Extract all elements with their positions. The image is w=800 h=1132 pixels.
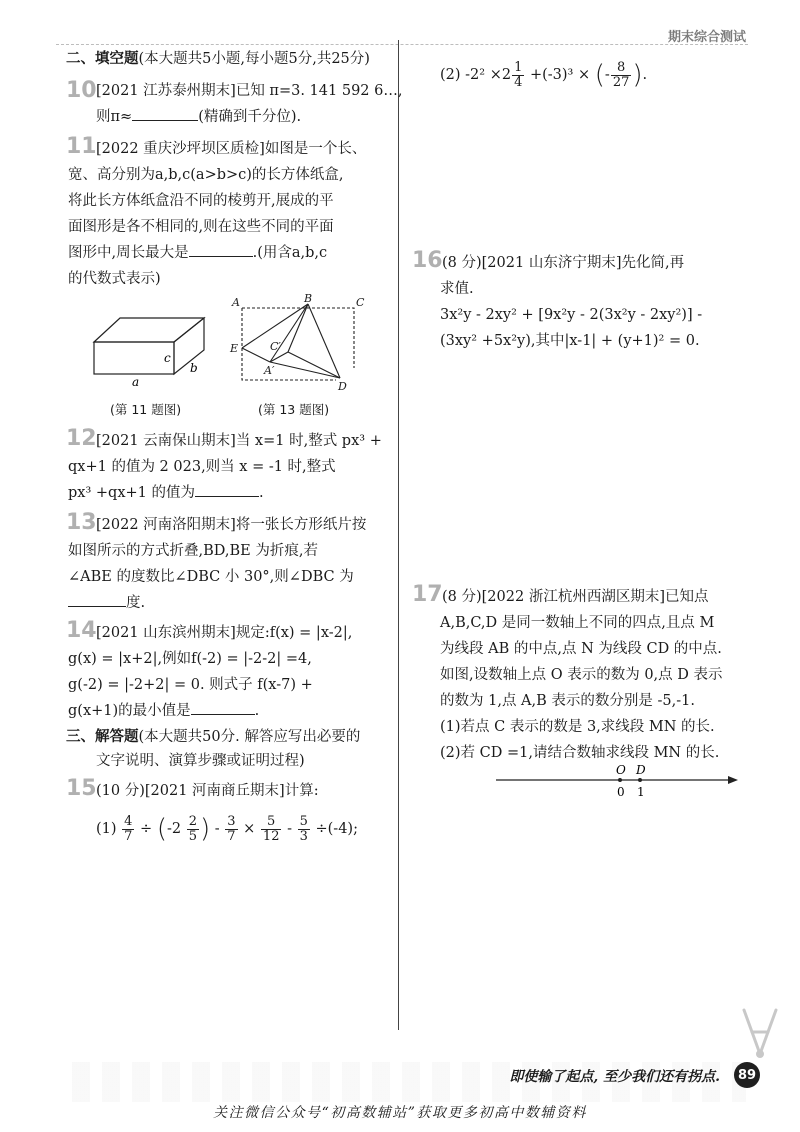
frac-numerator: 5 <box>299 813 308 829</box>
q13-line1: [2022 河南洛阳期末]将一张长方形纸片按 <box>96 517 367 533</box>
q10-line2-end: (精确到千分位). <box>198 109 302 125</box>
number-line-tick-1: 1 <box>637 785 645 799</box>
q15-part1-expression <box>96 812 358 846</box>
q15-p1-frac4 <box>261 815 282 844</box>
frac-numerator: 4 <box>124 813 133 829</box>
q15-p1-minus2: - <box>287 821 292 837</box>
fig13-EA2 <box>242 348 270 362</box>
section3-line2: 文字说明、演算步骤或证明过程) <box>96 753 305 769</box>
q16-line4: (3xy² +5x²y),其中|x-1| + (y+1)² = 0. <box>440 333 700 349</box>
q11-line6: 的代数式表示) <box>68 271 161 287</box>
number-line-point-D <box>638 778 642 782</box>
fig13-C2D <box>288 352 340 378</box>
fig13-dashed-top-right <box>242 308 354 368</box>
q15-p1-neg-two: -2 <box>166 821 182 837</box>
number-line-label-D: D <box>636 763 646 777</box>
q14-line4 <box>68 700 259 722</box>
q14-answer-blank[interactable] <box>191 700 255 715</box>
q14-line4-start: g(x+1)的最小值是 <box>68 703 191 719</box>
q15-p2-tail: . <box>642 67 648 83</box>
q11-line2: 宽、高分别为a,b,c(a>b>c)的长方体纸盒, <box>68 167 344 183</box>
page-number-badge: 89 <box>734 1062 760 1088</box>
q11-line5-end: .(用含a,b,c <box>252 245 328 261</box>
q13-line3: ∠ABE 的度数比∠DBC 小 30°,则∠DBC 为 <box>68 569 354 585</box>
q17-line3: 为线段 AB 的中点,点 N 为线段 CD 的中点. <box>440 641 722 657</box>
fig13-label-C-prime: C′ <box>270 340 281 353</box>
section2-subtitle: (本大题共5小题,每小题5分,共25分) <box>138 51 370 67</box>
fig13-label-D: D <box>338 380 347 393</box>
section3-heading <box>66 726 360 748</box>
q14-line4-end: . <box>254 703 260 719</box>
q10-line2-start: 则π≈ <box>96 109 133 125</box>
section3-line1: (本大题共50分. 解答应写出必要的 <box>138 729 361 745</box>
section2-heading <box>66 48 370 70</box>
q15-p1-label: (1) <box>96 821 117 837</box>
fig13-label-A: A <box>232 296 240 309</box>
q15-p1-times: × <box>243 821 256 837</box>
q15-part2-expression <box>440 58 647 92</box>
question-number-16: 16 <box>412 248 443 273</box>
q17-line5: 的数为 1,点 A,B 表示的数分别是 -5,-1. <box>440 693 695 709</box>
q15-p1-frac3 <box>225 815 237 844</box>
q12-line3-end: . <box>258 485 264 501</box>
q15-p1-frac2 <box>187 815 199 844</box>
question-number-11: 11 <box>66 134 97 159</box>
q13-answer-blank[interactable] <box>68 592 126 607</box>
question-number-13: 13 <box>66 510 97 535</box>
question-number-14: 14 <box>66 618 97 643</box>
frac-numerator: 1 <box>514 59 523 75</box>
q13-line4 <box>68 592 145 614</box>
q15-p1-frac1 <box>122 815 134 844</box>
number-line-arrow-icon <box>728 776 738 784</box>
q12-line3-start: px³ +qx+1 的值为 <box>68 485 195 501</box>
frac-denominator: 3 <box>299 828 308 844</box>
fig13-label-C: C <box>356 296 365 309</box>
q11-line5 <box>68 242 327 264</box>
number-line-tick-0: 0 <box>617 785 625 799</box>
q17-line6: (1)若点 C 表示的数是 3,求线段 MN 的长. <box>440 719 715 735</box>
fig13-label-B: B <box>304 292 313 305</box>
frac-numerator: 3 <box>227 813 236 829</box>
left-paren: ( <box>594 60 605 90</box>
q17-line2: A,B,C,D 是同一数轴上不同的四点,且点 M <box>440 615 715 631</box>
q11-line1: [2022 重庆沙坪坝区质检]如图是一个长、 <box>96 141 367 157</box>
frac-denominator: 4 <box>514 74 523 90</box>
compass-icon <box>738 1004 782 1064</box>
frac-denominator: 7 <box>124 828 133 844</box>
frac-denominator: 12 <box>262 828 280 844</box>
q15-p2-a: -2² ×2 <box>465 67 512 83</box>
fig13-label-A-prime: A′ <box>264 364 275 377</box>
q15-p1-minus: - <box>214 821 220 837</box>
fig11-label-c: c <box>164 351 171 365</box>
figure-11-box <box>86 300 216 400</box>
frac-denominator: 5 <box>188 828 197 844</box>
fig13-caption: (第 13 题图) <box>258 402 330 417</box>
question-number-17: 17 <box>412 582 443 607</box>
frac-numerator: 8 <box>611 61 632 76</box>
q14-line3: g(-2) = |-2+2| = 0. 则式子 f(x-7) + <box>68 677 313 693</box>
q17-line1: (8 分)[2022 浙江杭州西湖区期末]已知点 <box>442 589 709 605</box>
figure-13-fold <box>228 290 378 398</box>
section-header-tag: 期末综合测试 <box>667 30 746 45</box>
box-top-face <box>94 318 204 342</box>
fig13-BA2 <box>270 304 308 362</box>
frac-denominator: 27 <box>612 74 630 90</box>
number-line-figure <box>492 762 740 802</box>
q17-line7: (2)若 CD =1,请结合数轴求线段 MN 的长. <box>440 745 720 761</box>
q11-line3: 将此长方体纸盒沿不同的棱剪开,展成的平 <box>68 193 334 209</box>
q11-answer-blank[interactable] <box>189 242 253 257</box>
header-divider <box>56 44 748 45</box>
q15-p2-label: (2) <box>440 67 461 83</box>
q11-line4: 面图形是各不相同的,则在这些不同的平面 <box>68 219 334 235</box>
q15-p1-tail: ÷(-4); <box>315 821 358 837</box>
fig13-label-E: E <box>230 342 239 355</box>
frac-numerator: 5 <box>261 815 282 830</box>
fig11-label-a: a <box>132 375 140 389</box>
right-paren: ) <box>199 814 211 844</box>
footer-slogan: 即使输了起点, 至少我们还有拐点. <box>509 1069 720 1085</box>
footer-promo-text: 关注微信公众号“初高数辅站”获取更多初高中数辅资料 <box>213 1105 587 1121</box>
question-number-12: 12 <box>66 426 97 451</box>
q15-line1: (10 分)[2021 河南商丘期末]计算: <box>96 783 319 799</box>
box-side-face <box>174 318 204 374</box>
q15-p1-div: ÷ <box>140 821 153 837</box>
q12-line3 <box>68 482 264 504</box>
q12-line2: qx+1 的值为 2 023,则当 x = -1 时,整式 <box>68 459 336 475</box>
question-number-10: 10 <box>66 78 97 103</box>
section3-title: 三、解答题 <box>66 729 139 745</box>
fig13-A2D <box>270 362 340 378</box>
q10-line2 <box>96 106 301 128</box>
frac-denominator: 7 <box>227 828 236 844</box>
question-number-15: 15 <box>66 776 97 801</box>
q16-line1: (8 分)[2021 山东济宁期末]先化简,再 <box>442 255 685 271</box>
q12-answer-blank[interactable] <box>195 482 259 497</box>
fig13-fold-BD <box>308 304 340 378</box>
right-paren: ) <box>632 60 643 90</box>
q16-line3: 3x²y - 2xy² + [9x²y - 2(3x²y - 2xy²)] - <box>440 307 703 323</box>
q12-line1: [2021 云南保山期末]当 x=1 时,整式 px³ + <box>96 433 382 449</box>
fig11-caption: (第 11 题图) <box>110 402 182 417</box>
q11-line5-start: 图形中,周长最大是 <box>68 245 189 261</box>
section2-title: 二、填空题 <box>66 51 139 67</box>
q14-line1: [2021 山东滨州期末]规定:f(x) = |x-2|, <box>96 625 353 641</box>
number-line-point-O <box>618 778 622 782</box>
q15-p1-frac5 <box>298 815 310 844</box>
left-paren: ( <box>156 814 167 844</box>
fig11-label-b: b <box>190 361 198 375</box>
q13-line2: 如图所示的方式折叠,BD,BE 为折痕,若 <box>68 543 318 559</box>
q13-line4-end: 度. <box>126 595 146 611</box>
q16-line2: 求值. <box>440 281 474 297</box>
q17-line4: 如图,设数轴上点 O 表示的数为 0,点 D 表示 <box>440 667 723 683</box>
q14-line2: g(x) = |x+2|,例如f(-2) = |-2-2| =4, <box>68 651 312 667</box>
q15-p2-frac2 <box>611 61 632 90</box>
frac-numerator: 2 <box>188 813 197 829</box>
q15-p2-frac1 <box>512 61 524 90</box>
q10-line1: [2021 江苏泰州期末]已知 π=3. 141 592 6…, <box>96 83 403 99</box>
q15-p2-b: +(-3)³ × <box>529 67 591 83</box>
box-front-face <box>94 342 174 374</box>
q10-answer-blank[interactable] <box>132 106 198 121</box>
q15-p2-neg: - <box>604 67 610 83</box>
number-line-label-O: O <box>616 763 626 777</box>
column-divider <box>398 40 399 1030</box>
